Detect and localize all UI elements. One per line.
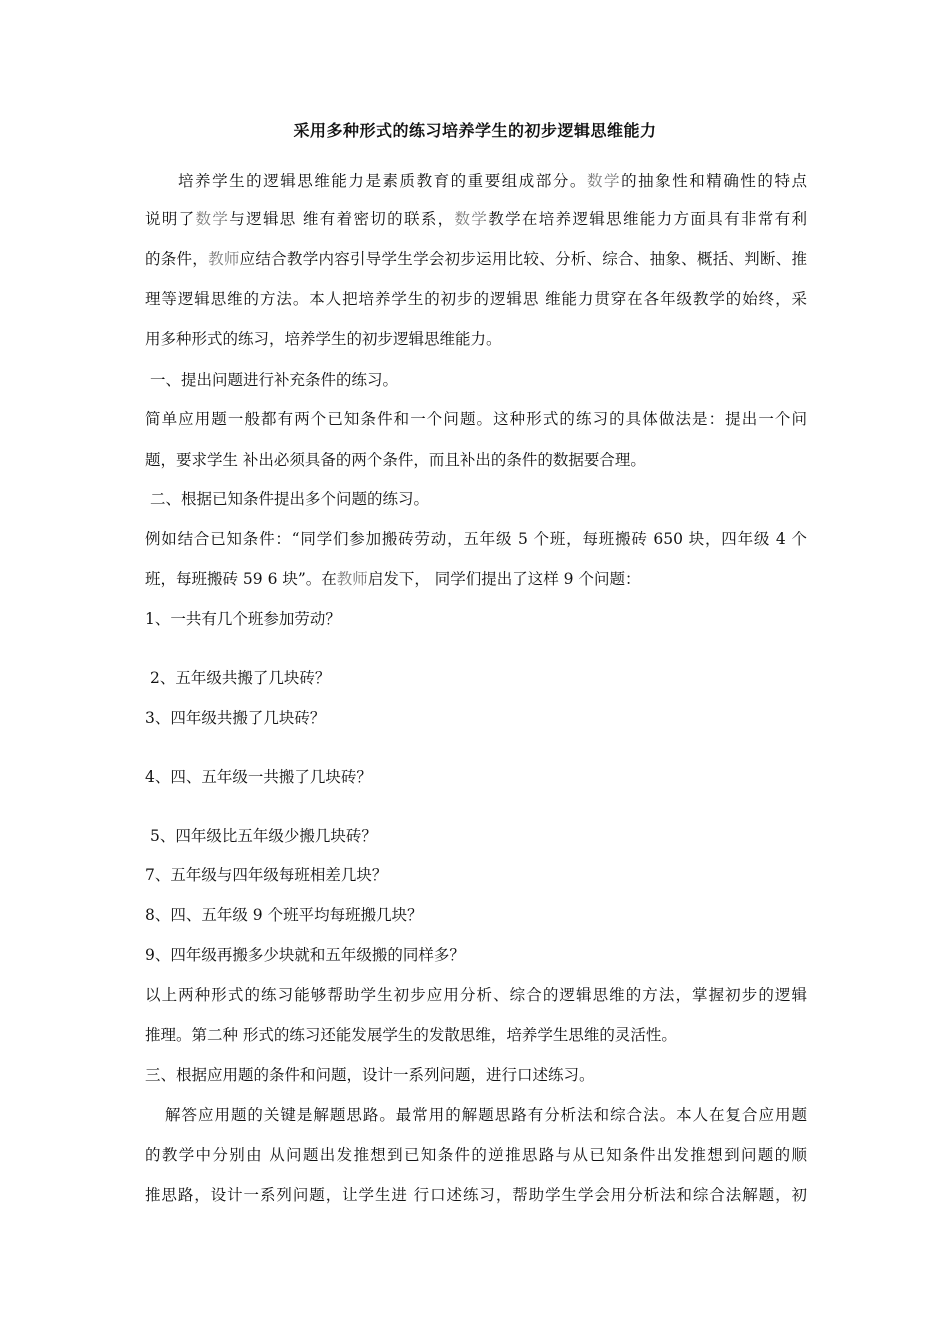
- paragraph-line: 理等逻辑思维的方法。本人把培养学生的初步的逻辑思 维能力贯穿在各年级教学的始终，采: [145, 290, 807, 308]
- paragraph-line: 简单应用题一般都有两个已知条件和一个问题。这种形式的练习的具体做法是：提出一个问: [145, 410, 807, 428]
- paragraph-line: 班，每班搬砖 59 6 块”。在教师启发下， 同学们提出了这样 9 个问题：: [145, 570, 641, 588]
- paragraph-line: 推理。第二种 形式的练习还能发展学生的发散思维，培养学生思维的灵活性。: [145, 1026, 677, 1044]
- keyword-link[interactable]: 数学: [454, 210, 489, 228]
- keyword-link[interactable]: 数学: [586, 172, 622, 190]
- question-item: 1、一共有几个班参加劳动？: [145, 610, 341, 628]
- section-heading: 一、提出问题进行补充条件的练习。: [150, 371, 399, 389]
- question-item: 9、四年级再搬多少块就和五年级搬的同样多？: [145, 946, 465, 964]
- question-item: 2、五年级共搬了几块砖？: [150, 669, 331, 687]
- paragraph-line: 推思路，设计一系列问题，让学生进 行口述练习，帮助学生学会用分析法和综合法解题，初: [145, 1186, 807, 1204]
- paragraph-line: 以上两种形式的练习能够帮助学生初步应用分析、综合的逻辑思维的方法，掌握初步的逻辑: [145, 986, 807, 1004]
- paragraph-line: 例如结合已知条件：“同学们参加搬砖劳动，五年级 5 个班，每班搬砖 650 块，四年级 4 个: [145, 530, 807, 548]
- question-item: 5、四年级比五年级少搬几块砖？: [150, 827, 377, 845]
- paragraph-line: 说明了数学与逻辑思 维有着密切的联系，数学教学在培养逻辑思维能力方面具有非常有利: [145, 210, 807, 228]
- keyword-link[interactable]: 数学: [195, 210, 230, 228]
- question-item: 8、四、五年级 9 个班平均每班搬几块？: [145, 906, 423, 924]
- paragraph-line: 题，要求学生 补出必须具备的两个条件，而且补出的条件的数据要合理。: [145, 451, 646, 469]
- paragraph-line: 培养学生的逻辑思维能力是素质教育的重要组成部分。数学的抽象性和精确性的特点: [178, 172, 807, 190]
- question-item: 4、四、五年级一共搬了几块砖？: [145, 768, 372, 786]
- paragraph-line: 的条件，教师应结合教学内容引导学生学会初步运用比较、分析、综合、抽象、概括、判断、推: [145, 250, 807, 268]
- paragraph-line: 解答应用题的关键是解题思路。最常用的解题思路有分析法和综合法。本人在复合应用题: [165, 1106, 807, 1124]
- paragraph-line: 的教学中分别由 从问题出发推想到已知条件的逆推思路与从已知条件出发推想到问题的顺: [145, 1146, 807, 1164]
- section-heading: 二、根据已知条件提出多个问题的练习。: [150, 490, 430, 508]
- keyword-link[interactable]: 教师: [208, 250, 240, 268]
- question-item: 3、四年级共搬了几块砖？: [145, 709, 326, 727]
- question-item: 7、五年级与四年级每班相差几块？: [145, 866, 388, 884]
- keyword-link[interactable]: 教师: [336, 570, 368, 588]
- paragraph-line: 用多种形式的练习，培养学生的初步逻辑思维能力。: [145, 330, 502, 348]
- section-heading: 三、根据应用题的条件和问题，设计一系列问题，进行口述练习。: [145, 1066, 595, 1084]
- document-title: 采用多种形式的练习培养学生的初步逻辑思维能力: [293, 121, 657, 140]
